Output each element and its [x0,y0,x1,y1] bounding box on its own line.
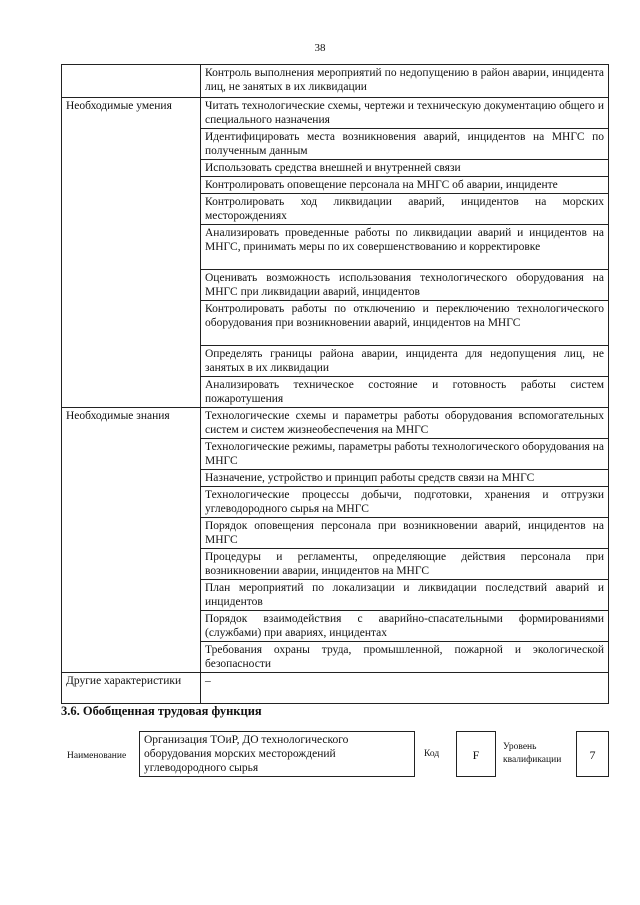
table-row [62,673,609,704]
row-description: План мероприятий по локализации и ликвидации последствий аварий и инцидентов [201,580,609,611]
row-description: Порядок оповещения персонала при возникновении аварий, инцидентов на МНГС [201,518,609,549]
name-value: Организация ТОиР, ДО технологического оборудования морских месторождений углеводородного сырья [139,731,415,777]
row-description: Контроль выполнения мероприятий по недопущению в район аварии, инцидента лиц, не занятых в их ликвидации [201,65,609,98]
row-description: Технологические режимы, параметры работы технологического оборудования на МНГС [201,439,609,470]
table-row [62,65,609,98]
table-row [62,98,609,129]
row-description: – [201,673,609,704]
page-number: 38 [314,42,326,54]
row-description: Контролировать оповещение персонала на МНГС об аварии, инциденте [201,177,609,194]
row-description: Контролировать ход ликвидации аварий, инцидентов на морских месторождениях [201,194,609,225]
row-label-knowledge: Необходимые знания [62,408,201,673]
qualification-level-label [503,741,561,767]
code-value: F [456,731,496,777]
row-description: Определять границы района аварии, инцидента для недопущения лиц, не занятых в их ликвидации [201,346,609,377]
row-description: Порядок взаимодействия с аварийно-спасательными формированиями (службами) при авариях, инцидентах [201,611,609,642]
row-description: Анализировать техническое состояние и готовность работы систем пожаротушения [201,377,609,408]
section-title: 3.6. Обобщенная трудовая функция [61,704,262,718]
row-description: Контролировать работы по отключению и переключению технологического оборудования при возникновении аварий, инцидентов на МНГС [201,301,609,346]
row-label-skills: Необходимые умения [62,98,201,408]
level-label-line1: Уровень [503,742,537,752]
row-label [62,65,201,98]
row-description: Процедуры и регламенты, определяющие действия персонала при возникновении аварии, инцидентов на МНГС [201,549,609,580]
table-row [62,408,609,439]
row-label-other: Другие характеристики [62,673,201,704]
row-description: Технологические процессы добычи, подготовки, хранения и отгрузки углеводородного сырья на МНГС [201,487,609,518]
row-description: Технологические схемы и параметры работы оборудования вспомогательных систем и систем жизнеобеспечения на МНГС [201,408,609,439]
qualification-level-value: 7 [576,731,609,777]
row-description: Анализировать проведенные работы по ликвидации аварий и инцидентов на МНГС, принимать меры по их совершенствованию и корректировке [201,225,609,270]
row-description: Использовать средства внешней и внутренней связи [201,160,609,177]
row-description: Назначение, устройство и принцип работы средств связи на МНГС [201,470,609,487]
code-label: Код [424,749,440,759]
row-description: Требования охраны труда, промышленной, пожарной и экологической безопасности [201,642,609,673]
requirements-table [61,64,609,704]
level-label-line2: квалификации [503,755,562,765]
row-description: Оценивать возможность использования технологического оборудования на МНГС при ликвидации аварий, инцидентов [201,270,609,301]
name-label: Наименование [67,751,127,761]
row-description: Читать технологические схемы, чертежи и техническую документацию общего и специального назначения [201,98,609,129]
row-description: Идентифицировать места возникновения аварий, инцидентов на МНГС по полученным данным [201,129,609,160]
